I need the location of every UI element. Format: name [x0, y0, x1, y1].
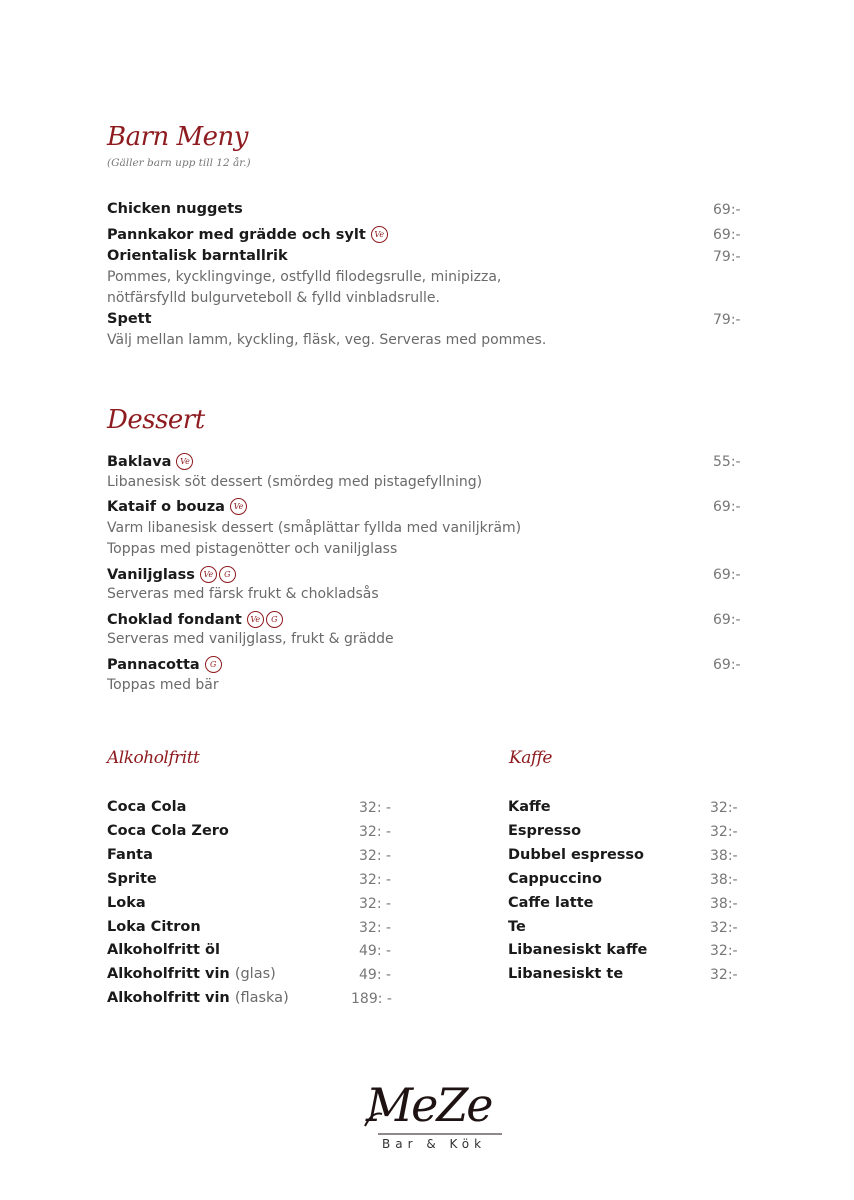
drink-price: 32:-	[710, 800, 738, 816]
drink-size-note: (flaska)	[234, 990, 289, 1006]
drink-name: Loka Citron	[107, 919, 201, 935]
drink-name: Coca Cola	[107, 799, 187, 815]
drink-price: 32: -	[359, 824, 392, 840]
menu-item-price: 69:-	[713, 612, 741, 628]
drink-price: 38:-	[710, 872, 738, 888]
menu-item-name: Pannacotta G	[107, 656, 222, 673]
drink-price: 38:-	[710, 848, 738, 864]
menu-item-price: 79:-	[713, 249, 741, 265]
drink-size-note: (glas)	[234, 966, 276, 982]
vegetarian-icon: Ve	[247, 611, 264, 628]
menu-item-price: 69:-	[713, 657, 741, 673]
drink-price: 49: -	[359, 967, 392, 983]
menu-item-description: Toppas med pistagenötter och vaniljglass	[107, 541, 398, 557]
drink-name: Alkoholfritt vin (flaska)	[107, 990, 289, 1006]
barn-menu-subtitle: (Gäller barn upp till 12 år.)	[107, 157, 251, 169]
drink-price: 32: -	[359, 896, 392, 912]
logo-wordmark: MeZe	[366, 1078, 492, 1132]
menu-item-name: Baklava Ve	[107, 453, 193, 470]
menu-item-name: Kataif o bouza Ve	[107, 498, 247, 515]
menu-item-price: 79:-	[713, 312, 741, 328]
drink-name: Alkoholfritt vin (glas)	[107, 966, 276, 982]
drink-name: Coca Cola Zero	[107, 823, 229, 839]
drink-name: Libanesiskt te	[508, 966, 624, 982]
menu-item-name: Choklad fondant Ve G	[107, 611, 283, 628]
dessert-title: Dessert	[107, 405, 205, 435]
drink-name: Sprite	[107, 871, 157, 887]
menu-item-price: 69:-	[713, 499, 741, 515]
vegetarian-icon: Ve	[230, 498, 247, 515]
menu-item-name: Pannkakor med grädde och sylt Ve	[107, 226, 388, 243]
vegetarian-icon: Ve	[371, 226, 388, 243]
drink-price: 32: -	[359, 800, 392, 816]
drink-name: Cappuccino	[508, 871, 602, 887]
drink-name: Loka	[107, 895, 146, 911]
menu-item-description: Välj mellan lamm, kyckling, fläsk, veg. Serveras med pommes.	[107, 332, 547, 348]
gluten-free-icon: G	[205, 656, 222, 673]
drink-price: 32:-	[710, 967, 738, 983]
menu-item-price: 55:-	[713, 454, 741, 470]
drink-price: 189: -	[351, 991, 392, 1007]
drink-name: Alkoholfritt öl	[107, 942, 220, 958]
drink-name: Dubbel espresso	[508, 847, 645, 863]
drink-name: Fanta	[107, 847, 153, 863]
drink-price: 32:-	[710, 920, 738, 936]
meze-logo	[362, 1072, 512, 1157]
menu-item-price: 69:-	[713, 202, 741, 218]
menu-item-description: nötfärsfylld bulgurveteboll & fylld vinbladsrulle.	[107, 290, 440, 306]
kaffe-title: Kaffe	[509, 748, 552, 768]
drink-price: 32: -	[359, 920, 392, 936]
menu-item-name: Vaniljglass Ve G	[107, 566, 236, 583]
menu-item-description: Serveras med vaniljglass, frukt & grädde	[107, 631, 394, 647]
logo-subtitle: Bar & Kök	[382, 1137, 487, 1151]
menu-item-price: 69:-	[713, 567, 741, 583]
drink-name: Kaffe	[508, 799, 551, 815]
drink-price: 32:-	[710, 943, 738, 959]
menu-item-name: Orientalisk barntallrik	[107, 248, 288, 264]
menu-item-description: Toppas med bär	[107, 677, 219, 693]
menu-item-name: Spett	[107, 311, 152, 327]
gluten-free-icon: G	[266, 611, 283, 628]
drink-name: Espresso	[508, 823, 582, 839]
menu-item-name: Chicken nuggets	[107, 201, 243, 217]
menu-item-description: Libanesisk söt dessert (smördeg med pistagefyllning)	[107, 474, 483, 490]
barn-menu-title: Barn Meny	[107, 122, 248, 152]
vegetarian-icon: Ve	[200, 566, 217, 583]
alkoholfritt-title: Alkoholfritt	[107, 748, 200, 768]
vegetarian-icon: Ve	[176, 453, 193, 470]
drink-price: 32: -	[359, 848, 392, 864]
menu-item-description: Serveras med färsk frukt & chokladsås	[107, 586, 379, 602]
drink-price: 38:-	[710, 896, 738, 912]
menu-item-price: 69:-	[713, 227, 741, 243]
menu-item-description: Pommes, kycklingvinge, ostfylld filodegsrulle, minipizza,	[107, 269, 502, 285]
drink-price: 32: -	[359, 872, 392, 888]
drink-price: 49: -	[359, 943, 392, 959]
drink-name: Libanesiskt kaffe	[508, 942, 648, 958]
drink-name: Caffe latte	[508, 895, 594, 911]
gluten-free-icon: G	[219, 566, 236, 583]
menu-item-description: Varm libanesisk dessert (småplättar fyllda med vaniljkräm)	[107, 520, 522, 536]
drink-name: Te	[508, 919, 526, 935]
drink-price: 32:-	[710, 824, 738, 840]
